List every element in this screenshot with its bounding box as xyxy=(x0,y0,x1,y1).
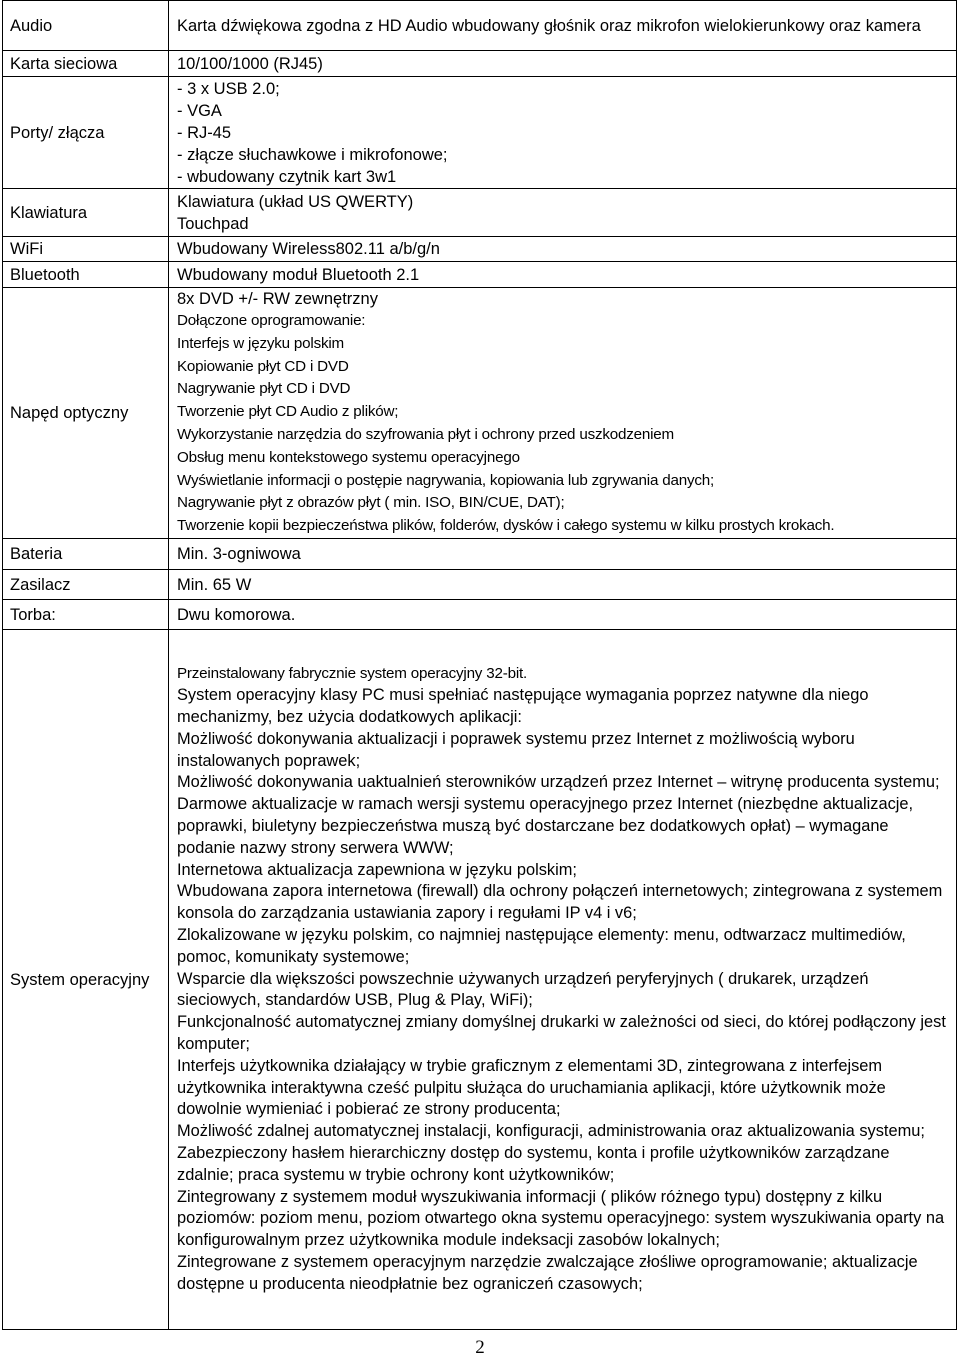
ports-line: - VGA xyxy=(177,101,222,120)
value-ports xyxy=(169,77,957,189)
row-audio xyxy=(3,1,957,51)
label-bag: Torba: xyxy=(3,600,169,630)
row-optical xyxy=(3,288,957,539)
value-os xyxy=(169,630,957,1330)
label-os: System operacyjny xyxy=(3,630,169,1330)
os-line: Funkcjonalność automatycznej zmiany domyślnej drukarki w zależności od sieci, do której podłączony jest komputer; xyxy=(177,1013,946,1053)
optical-line: Kopiowanie płyt CD i DVD xyxy=(177,357,349,375)
optical-line: 8x DVD +/- RW zewnętrzny xyxy=(177,290,378,309)
os-line: Możliwość zdalnej automatycznej instalacji, konfiguracji, administrowania oraz aktualizowania systemu; xyxy=(177,1122,925,1141)
optical-line: Obsług menu kontekstowego systemu operacyjnego xyxy=(177,448,520,466)
optical-line: Wyświetlanie informacji o postępie nagrywania, kopiowania lub zgrywania danych; xyxy=(177,471,715,489)
os-line: Zabezpieczony hasłem hierarchiczny dostęp do systemu, konta i profile użytkowników zarządzane zdalnie; praca systemu w trybie ochrony kont użytkowników; xyxy=(177,1143,890,1184)
row-os xyxy=(3,630,957,1330)
os-line: Wsparcie dla większości powszechnie używanych urządzeń peryferyjnych ( drukarek, urządzeń sieciowych, standardów USB, Plug & Play, WiFi); xyxy=(177,969,869,1010)
os-line: Przeinstalowany fabrycznie system operacyjny 32-bit. xyxy=(177,665,528,683)
label-battery: Bateria xyxy=(3,539,169,570)
optical-line: Tworzenie płyt CD Audio z plików; xyxy=(177,403,399,421)
row-psu xyxy=(3,570,957,600)
os-line: Internetowa aktualizacja zapewniona w języku polskim; xyxy=(177,860,577,879)
row-bluetooth xyxy=(3,262,957,288)
label-bluetooth: Bluetooth xyxy=(3,262,169,288)
row-battery xyxy=(3,539,957,570)
optical-line: Dołączone oprogramowanie: xyxy=(177,312,366,330)
os-line: Możliwość dokonywania uaktualnień sterowników urządzeń przez Internet – witrynę producenta systemu; xyxy=(177,773,940,792)
label-psu: Zasilacz xyxy=(3,570,169,600)
keyboard-line: Klawiatura (układ US QWERTY) xyxy=(177,192,414,211)
row-network xyxy=(3,51,957,77)
os-line: Darmowe aktualizacje w ramach wersji systemu operacyjnego przez Internet (niezbędne aktualizacje, poprawki, biuletyny bezpieczeństwa muszą być dostarczane bez dodatkowych opłat) – wymagane podanie nazwy strony serwera WWW; xyxy=(177,795,914,857)
os-line: Wbudowana zapora internetowa (firewall) dla ochrony połączeń internetowych; zintegrowana z systemem konsola do zarządzania ustawiania zapory i regułami IP v4 i v6; xyxy=(177,882,943,923)
row-wifi xyxy=(3,237,957,262)
os-line: System operacyjny klasy PC musi spełniać następujące wymagania poprzez natywne dla niego mechanizmy, bez użycia dodatkowych aplikacji: xyxy=(177,686,869,727)
label-ports: Porty/ złącza xyxy=(3,77,169,189)
os-line: Zintegrowany z systemem moduł wyszukiwania informacji ( plików różnego typu) dostępny z kilku poziomów: poziom menu, poziom otwartego okna systemu operacyjnego: system wyszukiwania oparty na konfigurowalnym przez użytkownika module indeksacji zasobów lokalnych; xyxy=(177,1187,945,1250)
optical-line: Interfejs w języku polskim xyxy=(177,334,344,352)
value-network: 10/100/1000 (RJ45) xyxy=(169,51,957,77)
optical-line: Wykorzystanie narzędzia do szyfrowania płyt i ochrony przed uszkodzeniem xyxy=(177,426,675,443)
value-audio: Karta dźwiękowa zgodna z HD Audio wbudowany głośnik oraz mikrofon wielokierunkowy oraz kamera xyxy=(169,1,957,51)
os-line: Interfejs użytkownika działający w trybie graficznym z elementami 3D, zintegrowana z interfejsem użytkownika interaktywna cześć pulpitu służąca do uruchamiania aplikacji, które użytkownik może dowolnie wymieniać i pobierać ze strony producenta; xyxy=(177,1056,886,1119)
ports-line: - wbudowany czytnik kart 3w1 xyxy=(177,167,397,186)
ports-line: - złącze słuchawkowe i mikrofonowe; xyxy=(177,145,448,164)
os-line: Zintegrowane z systemem operacyjnym narzędzie zwalczające złośliwe oprogramowanie; aktualizacje dostępne u producenta nieodpłatnie bez ograniczeń czasowych; xyxy=(177,1252,918,1293)
value-battery: Min. 3-ogniwowa xyxy=(169,539,957,570)
optical-line: Nagrywanie płyt z obrazów płyt ( min. ISO, BIN/CUE, DAT); xyxy=(177,494,565,512)
spec-table xyxy=(2,0,957,1330)
keyboard-line: Touchpad xyxy=(177,214,249,233)
row-keyboard xyxy=(3,189,957,237)
optical-line: Tworzenie kopii bezpieczeństwa plików, folderów, dysków i całego systemu w kilku prostych krokach. xyxy=(177,517,835,535)
label-network: Karta sieciowa xyxy=(3,51,169,77)
page-number: 2 xyxy=(475,1337,485,1358)
value-bluetooth: Wbudowany moduł Bluetooth 2.1 xyxy=(169,262,957,288)
value-keyboard xyxy=(169,189,957,237)
value-wifi: Wbudowany Wireless802.11 a/b/g/n xyxy=(169,237,957,262)
row-ports xyxy=(3,77,957,189)
ports-line: - RJ-45 xyxy=(177,123,232,142)
optical-line: Nagrywanie płyt CD i DVD xyxy=(177,380,351,398)
value-psu: Min. 65 W xyxy=(169,570,957,600)
ports-line: - 3 x USB 2.0; xyxy=(177,79,280,98)
row-bag xyxy=(3,600,957,630)
label-audio: Audio xyxy=(3,1,169,51)
value-bag: Dwu komorowa. xyxy=(169,600,957,630)
value-optical xyxy=(169,288,957,539)
os-line: Możliwość dokonywania aktualizacji i poprawek systemu przez Internet z możliwością wyboru instalowanych poprawek; xyxy=(177,729,855,770)
label-optical: Napęd optyczny xyxy=(3,288,169,539)
label-wifi: WiFi xyxy=(3,237,169,262)
os-line: Zlokalizowane w języku polskim, co najmniej następujące elementy: menu, odtwarzacz multimediów, pomoc, komunikaty systemowe; xyxy=(177,926,906,966)
label-keyboard: Klawiatura xyxy=(3,189,169,237)
